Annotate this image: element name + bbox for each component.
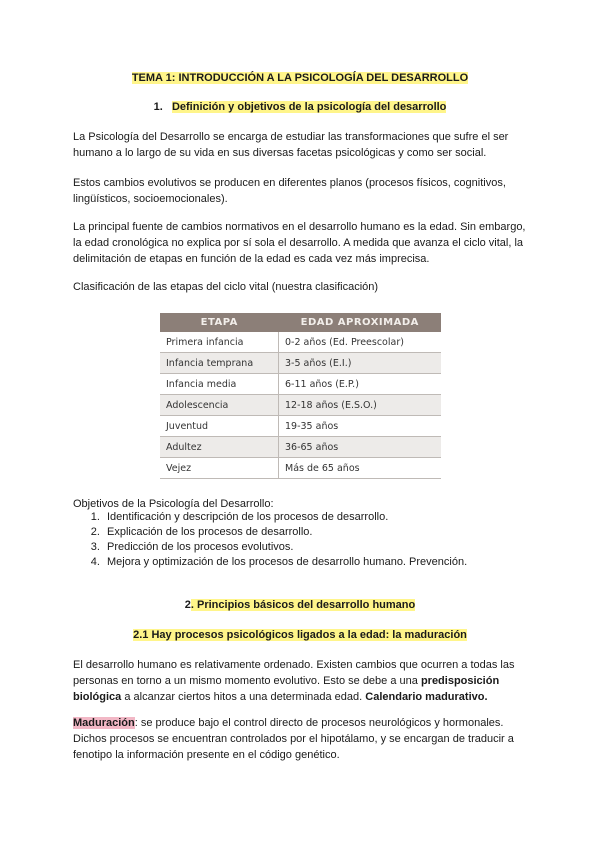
paragraph-1: La Psicología del Desarrollo se encarga de estudiar las transformaciones que sufre el ser humano a lo largo de su vida en sus diversas facetas psicológicas y como ser social. bbox=[73, 131, 509, 159]
section-1-heading bbox=[0, 101, 600, 113]
stage-cell: Infancia temprana bbox=[160, 353, 279, 374]
age-cell: 6-11 años (E.P.) bbox=[279, 374, 442, 395]
section-1-heading-text: Definición y objetivos de la psicología del desarrollo bbox=[171, 101, 447, 113]
paragraph-5-bold-1: predisposición biológica bbox=[73, 675, 500, 703]
age-cell: 12-18 años (E.S.O.) bbox=[279, 395, 442, 416]
table-row bbox=[160, 395, 441, 416]
age-cell: 3-5 años (E.I.) bbox=[279, 353, 442, 374]
document-title bbox=[0, 72, 600, 84]
stage-cell: Juventud bbox=[160, 416, 279, 437]
stage-cell: Adultez bbox=[160, 437, 279, 458]
paragraph-3: La principal fuente de cambios normativos en el desarrollo humano es la edad. Sin embargo, la edad cronológica no explica por sí sola el desarrollo. A medida que avanza el ciclo vital, la delimitación de etapas en función de la edad es cada vez más imprecisa. bbox=[73, 221, 526, 265]
paragraph-4: Clasificación de las etapas del ciclo vital (nuestra clasificación) bbox=[73, 281, 379, 293]
maduracion-term: Maduración bbox=[73, 717, 135, 729]
paragraph-5-text-2: a alcanzar ciertos hitos a una determinada edad. bbox=[121, 691, 366, 703]
life-cycle-stages-table bbox=[160, 313, 441, 479]
list-item: 1. Identificación y descripción de los procesos de desarrollo. bbox=[103, 510, 467, 525]
list-item: 3. Predicción de los procesos evolutivos. bbox=[103, 540, 467, 555]
objectives-list bbox=[73, 510, 467, 570]
stage-cell: Adolescencia bbox=[160, 395, 279, 416]
table-row bbox=[160, 458, 441, 479]
stage-cell: Primera infancia bbox=[160, 332, 279, 353]
section-2-heading bbox=[0, 599, 600, 611]
section-2-number: 2 bbox=[184, 599, 191, 611]
objectives-intro: Objetivos de la Psicología del Desarrollo: bbox=[73, 498, 274, 510]
paragraph-2: Estos cambios evolutivos se producen en diferentes planos (procesos físicos, cognitivos, lingüísticos, socioemocionales). bbox=[73, 177, 506, 205]
section-1-number: 1. bbox=[153, 101, 163, 113]
table-row bbox=[160, 437, 441, 458]
table-row bbox=[160, 374, 441, 395]
list-item: 4. Mejora y optimización de los procesos de desarrollo humano. Prevención. bbox=[103, 555, 467, 570]
paragraph-5-text-1: El desarrollo humano es relativamente ordenado. Existen cambios que ocurren a todas las personas en torno a un mismo momento evolutivo. Esto se debe a una bbox=[73, 659, 515, 687]
table-row bbox=[160, 353, 441, 374]
section-2-heading-text: . Principios básicos del desarrollo humano bbox=[190, 599, 416, 611]
section-2-1-heading-text: 2.1 Hay procesos psicológicos ligados a la edad: la maduración bbox=[133, 629, 467, 641]
header-age: EDAD APROXIMADA bbox=[279, 313, 442, 332]
paragraph-6-text: : se produce bajo el control directo de procesos neurológicos y hormonales. Dichos procesos se encuentran controlados por el hipotálamo, y se encargan de traducir a fenotipo la información presente en el código genético. bbox=[73, 717, 514, 761]
paragraph-6 bbox=[73, 715, 533, 763]
age-cell: 36-65 años bbox=[279, 437, 442, 458]
list-item: 2. Explicación de los procesos de desarrollo. bbox=[103, 525, 467, 540]
paragraph-5-bold-2: Calendario madurativo. bbox=[365, 691, 488, 703]
table-header-row bbox=[160, 313, 441, 332]
age-cell: 0-2 años (Ed. Preescolar) bbox=[279, 332, 442, 353]
stage-cell: Infancia media bbox=[160, 374, 279, 395]
paragraph-5 bbox=[73, 657, 533, 705]
header-stage: ETAPA bbox=[160, 313, 279, 332]
document-title-text: TEMA 1: INTRODUCCIÓN A LA PSICOLOGÍA DEL DESARROLLO bbox=[131, 72, 469, 84]
section-2-1-heading bbox=[0, 629, 600, 641]
table-row bbox=[160, 416, 441, 437]
age-cell: Más de 65 años bbox=[279, 458, 442, 479]
table-row bbox=[160, 332, 441, 353]
stage-cell: Vejez bbox=[160, 458, 279, 479]
age-cell: 19-35 años bbox=[279, 416, 442, 437]
